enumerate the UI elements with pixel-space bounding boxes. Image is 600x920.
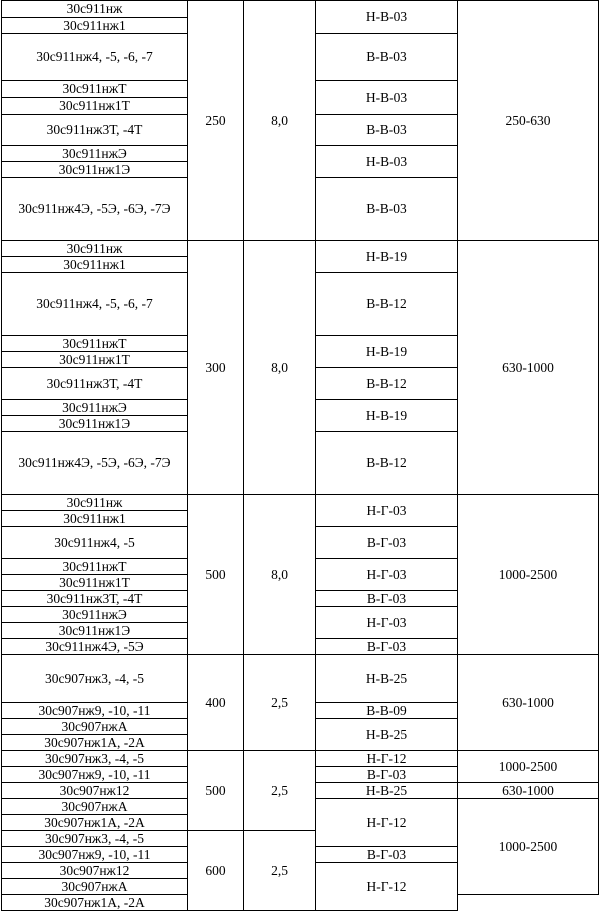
valve-model-cell: 30с911нж bbox=[2, 241, 188, 257]
valve-model-cell: 30с911нж bbox=[2, 495, 188, 511]
nominal-pressure-cell: 8,0 bbox=[244, 1, 316, 241]
nominal-pressure-cell: 2,5 bbox=[244, 751, 316, 831]
drive-type-cell: В-Г-03 bbox=[316, 847, 458, 863]
drive-type-cell: Н-В-25 bbox=[316, 783, 458, 799]
valve-model-cell: 30с911нж3Т, -4Т bbox=[2, 368, 188, 400]
range-cell: 1000-2500 bbox=[458, 751, 599, 783]
drive-type-cell: Н-Г-03 bbox=[316, 559, 458, 591]
valve-model-cell: 30с911нжЭ bbox=[2, 146, 188, 162]
valve-model-cell: 30с907нж12 bbox=[2, 863, 188, 879]
drive-type-cell: Н-Г-12 bbox=[316, 751, 458, 767]
drive-type-cell: В-В-03 bbox=[316, 34, 458, 81]
drive-type-cell: Н-Г-03 bbox=[316, 607, 458, 639]
drive-type-cell: В-В-12 bbox=[316, 368, 458, 400]
drive-type-cell: В-Г-03 bbox=[316, 767, 458, 783]
range-cell: 630-1000 bbox=[458, 655, 599, 751]
range-cell: 1000-2500 bbox=[458, 495, 599, 655]
valve-model-cell: 30с911нж1 bbox=[2, 18, 188, 34]
nominal-pressure-cell: 8,0 bbox=[244, 241, 316, 495]
valve-model-cell: 30с907нжА bbox=[2, 799, 188, 815]
range-cell: 250-630 bbox=[458, 1, 599, 241]
nominal-pressure-cell: 2,5 bbox=[244, 831, 316, 911]
drive-type-cell: В-В-12 bbox=[316, 432, 458, 495]
valve-model-cell: 30с907нж1А, -2А bbox=[2, 815, 188, 831]
valve-model-cell: 30с911нжЭ bbox=[2, 400, 188, 416]
valve-model-cell: 30с911нж1Т bbox=[2, 575, 188, 591]
drive-type-cell: В-Г-03 bbox=[316, 527, 458, 559]
valve-model-cell: 30с911нж3Т, -4Т bbox=[2, 591, 188, 607]
valve-model-cell: 30с911нж1 bbox=[2, 511, 188, 527]
drive-type-cell: Н-В-03 bbox=[316, 146, 458, 178]
valve-model-cell: 30с907нж9, -10, -11 bbox=[2, 767, 188, 783]
valve-model-cell: 30с907нж3, -4, -5 bbox=[2, 655, 188, 703]
nominal-diameter-cell: 250 bbox=[188, 1, 244, 241]
valve-model-cell: 30с907нж9, -10, -11 bbox=[2, 847, 188, 863]
drive-type-cell: Н-В-19 bbox=[316, 241, 458, 273]
valve-model-cell: 30с911нж4, -5, -6, -7 bbox=[2, 273, 188, 336]
valve-spec-table bbox=[1, 0, 599, 911]
valve-model-cell: 30с911нжТ bbox=[2, 81, 188, 98]
drive-type-cell: В-В-09 bbox=[316, 703, 458, 719]
drive-type-cell: В-Г-03 bbox=[316, 639, 458, 655]
valve-model-cell: 30с911нж1Э bbox=[2, 162, 188, 178]
drive-type-cell: Н-В-03 bbox=[316, 1, 458, 34]
drive-type-cell: В-В-12 bbox=[316, 273, 458, 336]
valve-model-cell: 30с911нж bbox=[2, 1, 188, 18]
valve-model-cell: 30с911нж4Э, -5Э, -6Э, -7Э bbox=[2, 432, 188, 495]
valve-model-cell: 30с911нж4Э, -5Э bbox=[2, 639, 188, 655]
drive-type-cell: Н-Г-12 bbox=[316, 799, 458, 847]
drive-type-cell: Н-В-03 bbox=[316, 81, 458, 115]
nominal-diameter-cell: 300 bbox=[188, 241, 244, 495]
range-cell: 1000-2500 bbox=[458, 799, 599, 895]
valve-model-cell: 30с911нж4, -5, -6, -7 bbox=[2, 34, 188, 81]
valve-model-cell: 30с907нж9, -10, -11 bbox=[2, 703, 188, 719]
drive-type-cell: Н-Г-12 bbox=[316, 863, 458, 911]
range-cell: 630-1000 bbox=[458, 241, 599, 495]
valve-model-cell: 30с911нж3Т, -4Т bbox=[2, 115, 188, 146]
valve-model-cell: 30с911нж4Э, -5Э, -6Э, -7Э bbox=[2, 178, 188, 241]
valve-model-cell: 30с911нж1Э bbox=[2, 623, 188, 639]
drive-type-cell: Н-В-25 bbox=[316, 655, 458, 703]
drive-type-cell: Н-В-19 bbox=[316, 400, 458, 432]
valve-model-cell: 30с907нж1А, -2А bbox=[2, 735, 188, 751]
drive-type-cell: В-В-03 bbox=[316, 115, 458, 146]
valve-model-cell: 30с911нж1Т bbox=[2, 352, 188, 368]
valve-model-cell: 30с907нж3, -4, -5 bbox=[2, 751, 188, 767]
valve-model-cell: 30с907нж12 bbox=[2, 783, 188, 799]
valve-model-cell: 30с911нжЭ bbox=[2, 607, 188, 623]
valve-model-cell: 30с911нжТ bbox=[2, 559, 188, 575]
drive-type-cell: Н-В-19 bbox=[316, 336, 458, 368]
valve-model-cell: 30с911нж1Т bbox=[2, 98, 188, 115]
valve-model-cell: 30с911нж1Э bbox=[2, 416, 188, 432]
nominal-pressure-cell: 2,5 bbox=[244, 655, 316, 751]
valve-model-cell: 30с907нжА bbox=[2, 879, 188, 895]
nominal-diameter-cell: 500 bbox=[188, 495, 244, 655]
valve-model-cell: 30с911нж4, -5 bbox=[2, 527, 188, 559]
nominal-pressure-cell: 8,0 bbox=[244, 495, 316, 655]
drive-type-cell: В-Г-03 bbox=[316, 591, 458, 607]
valve-model-cell: 30с911нж1 bbox=[2, 257, 188, 273]
valve-model-cell: 30с907нж3, -4, -5 bbox=[2, 831, 188, 847]
drive-type-cell: Н-В-25 bbox=[316, 719, 458, 751]
nominal-diameter-cell: 400 bbox=[188, 655, 244, 751]
drive-type-cell: В-В-03 bbox=[316, 178, 458, 241]
nominal-diameter-cell: 600 bbox=[188, 831, 244, 911]
valve-model-cell: 30с907нжА bbox=[2, 719, 188, 735]
valve-model-cell: 30с907нж1А, -2А bbox=[2, 895, 188, 911]
range-cell: 630-1000 bbox=[458, 783, 599, 799]
valve-model-cell: 30с911нжТ bbox=[2, 336, 188, 352]
nominal-diameter-cell: 500 bbox=[188, 751, 244, 831]
drive-type-cell: Н-Г-03 bbox=[316, 495, 458, 527]
